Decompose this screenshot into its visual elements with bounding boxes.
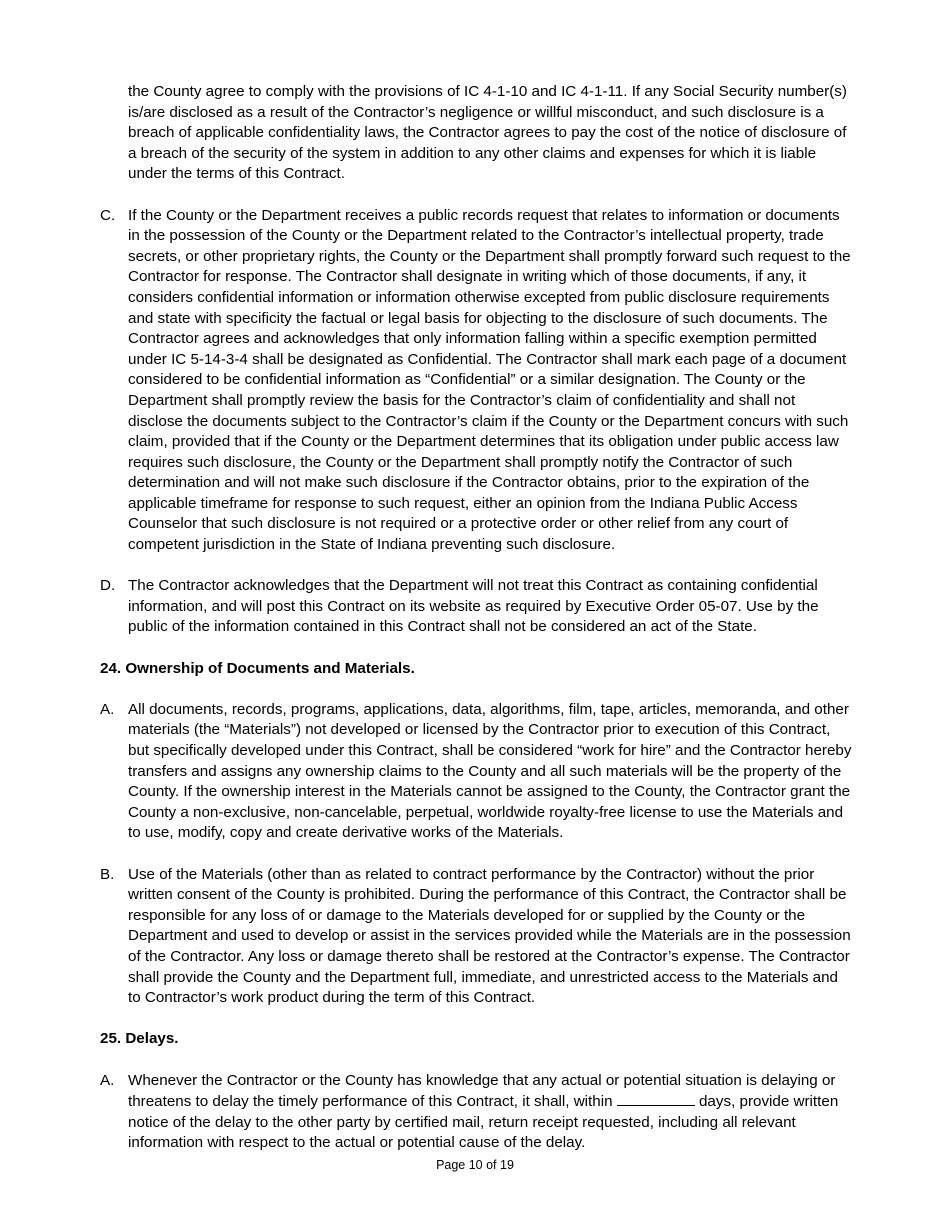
item-text: The Contractor acknowledges that the Department will not treat this Contract as containing confidential information, and will post this Contract on its website as required by Executive Order 05-07. Use by the public of the information contained in this Contract shall not be considered an act of the State. — [128, 577, 819, 636]
list-item — [100, 576, 852, 638]
item-text — [128, 1071, 852, 1154]
list-item — [100, 700, 852, 844]
item-text: If the County or the Department receives a public records request that relates to information or documents in the possession of the County or the Department related to the Contractor’s intellectual property, trade secrets, or other proprietary rights, the County or the Department shall promptly forward such request to the Contractor for response. The Contractor shall designate in writing which of those documents, if any, it considers confidential information or information otherwise excepted from public disclosure requirements and state with specificity the factual or legal basis for objecting to the disclosure of such documents. The Contractor agrees and acknowledges that only information falling within a specific exemption permitted under IC 5-14-3-4 shall be designated as Confidential. The Contractor shall mark each page of a document considered to be confidential information as “Confidential” or a similar designation. The County or the Department shall promptly review the basis for the Contractor’s claim of confidentiality and shall not disclose the documents subject to the Contractor’s claim if the County or the Department concurs with such claim, provided that if the County or the Department determines that its obligation under public access law requires such disclosure, the County or the Department shall promptly notify the Contractor of such determination and will not make such disclosure if the Contractor obtains, prior to the expiration of the applicable timeframe for response to such request, either an opinion from the Indiana Public Access Counselor that such disclosure is not required or a protective order or other relief from any court of competent jurisdiction in the State of Indiana preventing such disclosure. — [128, 206, 851, 554]
item-letter: C. — [100, 206, 116, 224]
list-item — [100, 206, 852, 556]
section-heading-25: 25. Delays. — [100, 1030, 179, 1048]
item-letter: A. — [100, 700, 115, 718]
list-item — [100, 1071, 852, 1154]
item-letter: B. — [100, 865, 115, 883]
continued-paragraph: the County agree to comply with the provisions of IC 4-1-10 and IC 4-1-11. If any Social Security number(s) is/are disclosed as a result of the Contractor’s negligence or willful misconduct, and such disclosure is a breach of applicable confidentiality laws, the Contractor agrees to pay the cost of the notice of disclosure of a breach of the security of the system in addition to any other claims and expenses for which it is liable under the terms of this Contract. — [128, 83, 847, 183]
item-text-after-blank: days, provide written notice of the delay to the other party by certified mail, return receipt requested, including all relevant information with respect to the actual or potential cause of the delay. — [128, 1093, 839, 1152]
days-blank-line — [617, 1091, 695, 1106]
item-text: Use of the Materials (other than as related to contract performance by the Contractor) without the prior written consent of the County is prohibited. During the performance of this Contract, the Contractor shall be responsible for any loss of or damage to the Materials developed for or supplied by the County or the Department and used to develop or assist in the services provided while the Materials are in the possession of the Contractor. Any loss or damage thereto shall be restored at the Contractor’s expense. The Contractor shall provide the County and the Department full, immediate, and unrestricted access to the Materials and to Contractor’s work product during the term of this Contract. — [128, 865, 851, 1007]
section-heading-24: 24. Ownership of Documents and Materials. — [100, 659, 415, 677]
item-letter: D. — [100, 577, 116, 595]
item-text: All documents, records, programs, applications, data, algorithms, film, tape, articles, memoranda, and other materials (the “Materials”) not developed or licensed by the Contractor prior to execution of this Contract, but specifically developed under this Contract, shall be considered “work for hire” and the Contractor hereby transfers and assigns any ownership claims to the County and all such materials will be the property of the County. If the ownership interest in the Materials cannot be assigned to the County, the Contractor grant the County a non-exclusive, non-cancelable, perpetual, worldwide royalty-free license to use the Materials and to use, modify, copy and create derivative works of the Materials. — [128, 700, 852, 842]
list-item — [100, 865, 852, 1009]
page-number-footer: Page 10 of 19 — [436, 1158, 514, 1172]
item-text-before-blank: Whenever the Contractor or the County has knowledge that any actual or potential situation is delaying or threatens to delay the timely performance of this Contract, it shall, within — [128, 1071, 836, 1111]
item-letter: A. — [100, 1071, 115, 1089]
page-content — [100, 82, 852, 1174]
